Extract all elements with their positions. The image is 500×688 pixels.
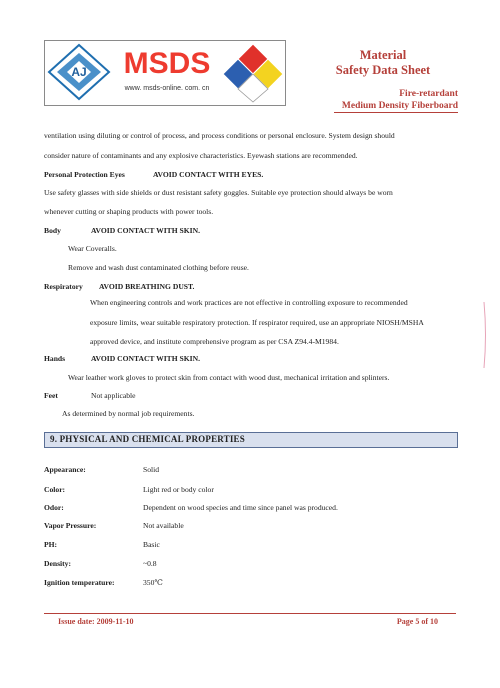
feet-line-1: As determined by normal job requirements. bbox=[62, 409, 195, 418]
prop-value-odor: Dependent on wood species and time since panel was produced. bbox=[143, 503, 338, 512]
respiratory-label: Respiratory bbox=[44, 282, 83, 291]
feet-label: Feet bbox=[44, 391, 58, 400]
prop-label-ph: PH: bbox=[44, 540, 58, 549]
prop-value-ph: Basic bbox=[143, 540, 160, 549]
body-line-1: Wear Coveralls. bbox=[68, 244, 117, 253]
prop-value-ignition-temperature: 350℃ bbox=[143, 578, 163, 587]
prop-value-appearance: Solid bbox=[143, 465, 160, 474]
logo-url: www. msds-online. com. cn bbox=[124, 85, 210, 92]
prop-value-color: Light red or body color bbox=[143, 485, 214, 494]
hands-label: Hands bbox=[44, 354, 66, 363]
issue-date: Issue date: 2009-11-10 bbox=[58, 617, 134, 626]
prop-label-odor: Odor: bbox=[44, 503, 64, 512]
title-line-1: Material bbox=[359, 48, 407, 62]
margin-stamp-mark bbox=[480, 300, 488, 370]
msds-logo bbox=[44, 40, 286, 106]
intro-line-1: ventilation using diluting or control of process, and process conditions or personal enclosure. System design should bbox=[44, 131, 395, 140]
body-label: Body bbox=[44, 226, 61, 235]
respiratory-heading: AVOID BREATHING DUST. bbox=[99, 282, 195, 291]
respiratory-line-1: When engineering controls and work practices are not effective in controlling exposure to recommended bbox=[90, 298, 408, 307]
prop-label-ignition-temperature: Ignition temperature: bbox=[44, 578, 115, 587]
nfpa-diamond-icon bbox=[223, 43, 283, 103]
aj-logo-text: AJ bbox=[71, 65, 87, 79]
header-divider bbox=[334, 112, 458, 113]
prop-value-density: ~0.8 bbox=[143, 559, 157, 568]
product-name bbox=[298, 88, 458, 112]
intro-line-2: consider nature of contaminants and any explosive characteristics. Eyewash stations are recommended. bbox=[44, 151, 358, 160]
prop-label-color: Color: bbox=[44, 485, 66, 494]
hands-line-1: Wear leather work gloves to protect skin from contact with wood dust, mechanical irritation and splinters. bbox=[68, 373, 390, 382]
product-line-1: Fire-retardant bbox=[399, 89, 458, 99]
prop-label-appearance: Appearance: bbox=[44, 465, 86, 474]
eyes-line-1: Use safety glasses with side shields or dust resistant safety goggles. Suitable eye protection should always be worn bbox=[44, 188, 393, 197]
body-heading: AVOID CONTACT WITH SKIN. bbox=[91, 226, 200, 235]
msds-brand-text: MSDS bbox=[123, 47, 211, 80]
body-line-2: Remove and wash dust contaminated clothing before reuse. bbox=[68, 263, 249, 272]
eyes-heading: AVOID CONTACT WITH EYES. bbox=[153, 170, 264, 179]
footer-divider bbox=[44, 613, 456, 614]
respiratory-line-3: approved device, and institute comprehensive program as per CSA Z94.4-M1984. bbox=[90, 337, 339, 346]
prop-label-vapor-pressure: Vapor Pressure: bbox=[44, 521, 97, 530]
hands-heading: AVOID CONTACT WITH SKIN. bbox=[91, 354, 200, 363]
title-line-2: Safety Data Sheet bbox=[335, 63, 431, 77]
aj-logo-icon bbox=[47, 43, 111, 101]
product-line-2: Medium Density Fiberboard bbox=[341, 101, 458, 111]
respiratory-line-2: exposure limits, wear suitable respiratory protection. If respirator required, use an appropriate NIOSH/MSHA bbox=[90, 318, 424, 327]
eyes-label: Personal Protection Eyes bbox=[44, 170, 125, 179]
page-number: Page 5 of 10 bbox=[396, 617, 438, 626]
eyes-line-2: whenever cutting or shaping products with power tools. bbox=[44, 207, 214, 216]
prop-label-density: Density: bbox=[44, 559, 71, 568]
document-title bbox=[308, 48, 458, 78]
feet-value: Not applicable bbox=[91, 391, 136, 400]
prop-value-vapor-pressure: Not available bbox=[143, 521, 184, 530]
section-9-title: 9. PHYSICAL AND CHEMICAL PROPERTIES bbox=[50, 434, 245, 444]
